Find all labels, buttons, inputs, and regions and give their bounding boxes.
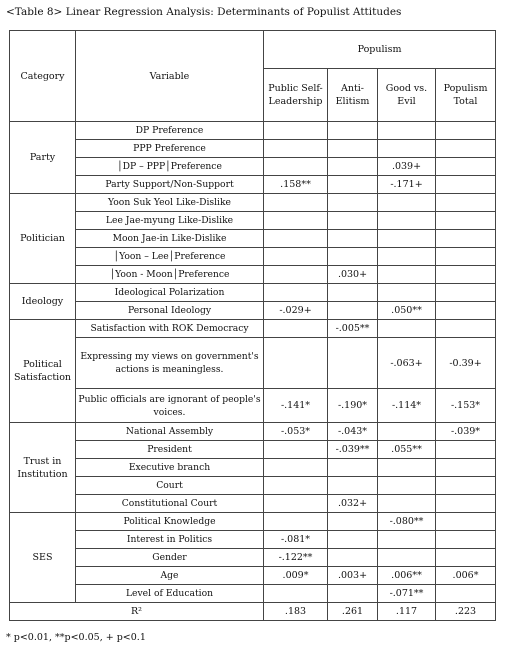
- coefficient-cell: -.039**: [328, 441, 378, 459]
- coefficient-cell: .055**: [378, 441, 436, 459]
- coefficient-cell: [378, 423, 436, 441]
- coefficient-cell: [328, 176, 378, 194]
- coefficient-cell: [328, 140, 378, 158]
- coefficient-cell: [436, 549, 496, 567]
- table-row: [10, 338, 496, 389]
- coefficient-cell: [378, 230, 436, 248]
- header-category: Category: [10, 31, 76, 122]
- variable-cell: Lee Jae-myung Like-Dislike: [76, 212, 264, 230]
- coefficient-cell: [436, 284, 496, 302]
- variable-cell: National Assembly: [76, 423, 264, 441]
- variable-cell: Public officials are ignorant of people's voices.: [76, 389, 264, 423]
- significance-note: * p<0.01, **p<0.05, + p<0.1: [6, 632, 146, 643]
- variable-cell: Satisfaction with ROK Democracy: [76, 320, 264, 338]
- coefficient-cell: [328, 212, 378, 230]
- coefficient-cell: [436, 531, 496, 549]
- variable-cell: Level of Education: [76, 585, 264, 603]
- coefficient-cell: [328, 122, 378, 140]
- coefficient-cell: [264, 441, 328, 459]
- coefficient-cell: -0.39+: [436, 338, 496, 389]
- coefficient-cell: -.141*: [264, 389, 328, 423]
- table-row: [10, 423, 496, 441]
- variable-cell: │Yoon – Lee│Preference: [76, 248, 264, 266]
- coefficient-cell: [436, 140, 496, 158]
- coefficient-cell: [264, 158, 328, 176]
- table-row: [10, 459, 496, 477]
- table-row: [10, 441, 496, 459]
- r-squared-value: .261: [328, 603, 378, 621]
- coefficient-cell: -.029+: [264, 302, 328, 320]
- coefficient-cell: -.071**: [378, 585, 436, 603]
- table-row: [10, 389, 496, 423]
- variable-cell: Political Knowledge: [76, 513, 264, 531]
- coefficient-cell: [378, 140, 436, 158]
- coefficient-cell: -.122**: [264, 549, 328, 567]
- coefficient-cell: [328, 477, 378, 495]
- category-cell: Political Satisfaction: [10, 320, 76, 423]
- variable-cell: Interest in Politics: [76, 531, 264, 549]
- coefficient-cell: [436, 477, 496, 495]
- table-row: [10, 567, 496, 585]
- coefficient-cell: [378, 194, 436, 212]
- variable-cell: Ideological Polarization: [76, 284, 264, 302]
- coefficient-cell: .009*: [264, 567, 328, 585]
- category-cell: Ideology: [10, 284, 76, 320]
- variable-cell: Age: [76, 567, 264, 585]
- coefficient-cell: [328, 230, 378, 248]
- coefficient-cell: [328, 459, 378, 477]
- header-col-public-self-leadership: Public Self-Leadership: [264, 69, 328, 122]
- table-row: [10, 477, 496, 495]
- r-squared-value: .183: [264, 603, 328, 621]
- coefficient-cell: .003+: [328, 567, 378, 585]
- table-row: [10, 531, 496, 549]
- coefficient-cell: -.190*: [328, 389, 378, 423]
- header-col-populism-total: Populism Total: [436, 69, 496, 122]
- header-col-good-vs-evil: Good vs. Evil: [378, 69, 436, 122]
- coefficient-cell: [328, 248, 378, 266]
- header-variable: Variable: [76, 31, 264, 122]
- variable-cell: │DP – PPP│Preference: [76, 158, 264, 176]
- table-row: [10, 585, 496, 603]
- coefficient-cell: [436, 266, 496, 284]
- coefficient-cell: [264, 477, 328, 495]
- table-row: [10, 284, 496, 302]
- variable-cell: DP Preference: [76, 122, 264, 140]
- coefficient-cell: -.081*: [264, 531, 328, 549]
- coefficient-cell: .039+: [378, 158, 436, 176]
- variable-cell: Expressing my views on government's actions is meaningless.: [76, 338, 264, 389]
- coefficient-cell: [378, 531, 436, 549]
- coefficient-cell: [264, 248, 328, 266]
- table-row: [10, 549, 496, 567]
- coefficient-cell: -.063+: [378, 338, 436, 389]
- r-squared-label: R²: [10, 603, 264, 621]
- coefficient-cell: [436, 585, 496, 603]
- coefficient-cell: [264, 194, 328, 212]
- coefficient-cell: [436, 495, 496, 513]
- coefficient-cell: [264, 320, 328, 338]
- coefficient-cell: [436, 248, 496, 266]
- coefficient-cell: [378, 212, 436, 230]
- coefficient-cell: [378, 122, 436, 140]
- coefficient-cell: [328, 302, 378, 320]
- table-row: [10, 513, 496, 531]
- coefficient-cell: [436, 320, 496, 338]
- variable-cell: President: [76, 441, 264, 459]
- variable-cell: Executive branch: [76, 459, 264, 477]
- coefficient-cell: .050**: [378, 302, 436, 320]
- coefficient-cell: [378, 495, 436, 513]
- coefficient-cell: -.039*: [436, 423, 496, 441]
- coefficient-cell: -.114*: [378, 389, 436, 423]
- coefficient-cell: .006**: [378, 567, 436, 585]
- coefficient-cell: [264, 338, 328, 389]
- coefficient-cell: [436, 230, 496, 248]
- table-row: [10, 176, 496, 194]
- table-row: [10, 495, 496, 513]
- table-row: [10, 158, 496, 176]
- coefficient-cell: [328, 531, 378, 549]
- variable-cell: │Yoon - Moon│Preference: [76, 266, 264, 284]
- coefficient-cell: [378, 459, 436, 477]
- table-row: [10, 122, 496, 140]
- coefficient-cell: .158**: [264, 176, 328, 194]
- category-cell: Trust in Institution: [10, 423, 76, 513]
- coefficient-cell: [378, 284, 436, 302]
- coefficient-cell: [378, 549, 436, 567]
- category-cell: Politician: [10, 194, 76, 284]
- coefficient-cell: .006*: [436, 567, 496, 585]
- header-col-anti-elitism: Anti-Elitism: [328, 69, 378, 122]
- coefficient-cell: -.080**: [378, 513, 436, 531]
- coefficient-cell: [436, 302, 496, 320]
- table-row: [10, 320, 496, 338]
- coefficient-cell: [264, 266, 328, 284]
- coefficient-cell: [328, 194, 378, 212]
- coefficient-cell: [436, 513, 496, 531]
- coefficient-cell: [264, 585, 328, 603]
- coefficient-cell: [436, 194, 496, 212]
- coefficient-cell: -.171+: [378, 176, 436, 194]
- table-title: <Table 8> Linear Regression Analysis: Determinants of Populist Attitudes: [6, 6, 402, 18]
- coefficient-cell: [436, 158, 496, 176]
- coefficient-cell: [328, 549, 378, 567]
- r-squared-value: .117: [378, 603, 436, 621]
- coefficient-cell: [264, 140, 328, 158]
- coefficient-cell: -.053*: [264, 423, 328, 441]
- coefficient-cell: [264, 212, 328, 230]
- coefficient-cell: [378, 266, 436, 284]
- variable-cell: Constitutional Court: [76, 495, 264, 513]
- coefficient-cell: .030+: [328, 266, 378, 284]
- regression-table: [9, 30, 496, 621]
- coefficient-cell: [436, 212, 496, 230]
- coefficient-cell: [378, 248, 436, 266]
- category-cell: Party: [10, 122, 76, 194]
- header-populism: Populism: [264, 31, 496, 69]
- table-row: [10, 248, 496, 266]
- table-row: [10, 140, 496, 158]
- coefficient-cell: [328, 513, 378, 531]
- coefficient-cell: [378, 477, 436, 495]
- coefficient-cell: [328, 338, 378, 389]
- coefficient-cell: .032+: [328, 495, 378, 513]
- category-cell: SES: [10, 513, 76, 603]
- coefficient-cell: -.005**: [328, 320, 378, 338]
- coefficient-cell: [264, 230, 328, 248]
- variable-cell: Court: [76, 477, 264, 495]
- variable-cell: Moon Jae-in Like-Dislike: [76, 230, 264, 248]
- r-squared-row: [10, 603, 496, 621]
- table-row: [10, 194, 496, 212]
- coefficient-cell: [328, 585, 378, 603]
- coefficient-cell: -.043*: [328, 423, 378, 441]
- coefficient-cell: -.153*: [436, 389, 496, 423]
- coefficient-cell: [378, 320, 436, 338]
- coefficient-cell: [264, 459, 328, 477]
- coefficient-cell: [264, 284, 328, 302]
- variable-cell: Personal Ideology: [76, 302, 264, 320]
- table-row: [10, 230, 496, 248]
- coefficient-cell: [264, 513, 328, 531]
- table-row: [10, 302, 496, 320]
- coefficient-cell: [328, 284, 378, 302]
- coefficient-cell: [264, 122, 328, 140]
- coefficient-cell: [436, 441, 496, 459]
- variable-cell: Party Support/Non-Support: [76, 176, 264, 194]
- variable-cell: Yoon Suk Yeol Like-Dislike: [76, 194, 264, 212]
- table-row: [10, 266, 496, 284]
- coefficient-cell: [436, 122, 496, 140]
- table-row: [10, 212, 496, 230]
- coefficient-cell: [436, 459, 496, 477]
- variable-cell: Gender: [76, 549, 264, 567]
- coefficient-cell: [264, 495, 328, 513]
- coefficient-cell: [328, 158, 378, 176]
- r-squared-value: .223: [436, 603, 496, 621]
- variable-cell: PPP Preference: [76, 140, 264, 158]
- coefficient-cell: [436, 176, 496, 194]
